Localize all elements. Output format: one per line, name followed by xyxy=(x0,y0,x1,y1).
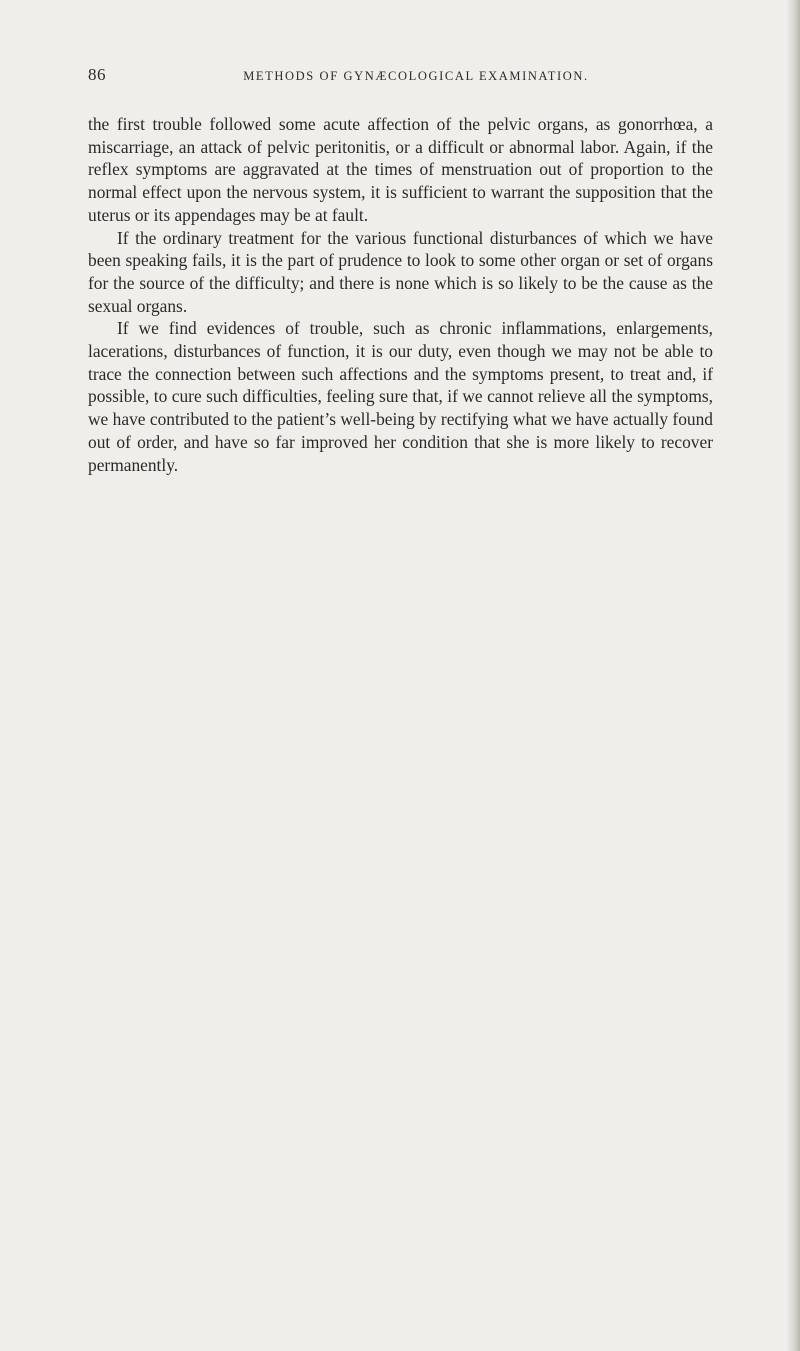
paragraph: If we find evidences of trouble, such as chronic inflammations, enlargements, lacerations, disturbances of function, it is our duty, even though we may not be able to trace the connection between such affections and the symptoms present, to treat and, if possible, to cure such difficulties, feeling sure that, if we cannot relieve all the symptoms, we have contributed to the patient’s well-being by rectifying what we have actually found out of order, and have so far improved her condition that she is more likely to recover permanently. xyxy=(88,318,713,475)
running-head xyxy=(88,64,712,88)
page-edge-shadow xyxy=(786,0,800,1351)
page-number: 86 xyxy=(88,65,106,84)
body-text xyxy=(88,113,713,476)
paragraph-continued: the first trouble followed some acute affection of the pelvic organs, as gonorrhœa, a miscarriage, an attack of pelvic peritonitis, or a difficult or abnormal labor. Again, if the reflex symptoms are aggravated at the times of menstruation out of proportion to the normal effect upon the nervous system, it is sufficient to warrant the supposition that the uterus or its appendages may be at fault. xyxy=(88,114,713,225)
paragraph: If the ordinary treatment for the various functional disturbances of which we have been speaking fails, it is the part of prudence to look to some other organ or set of organs for the source of the difficulty; and there is none which is so likely to be the cause as the sexual organs. xyxy=(88,227,713,316)
running-head-title: METHODS OF GYNÆCOLOGICAL EXAMINATION. xyxy=(243,69,589,83)
